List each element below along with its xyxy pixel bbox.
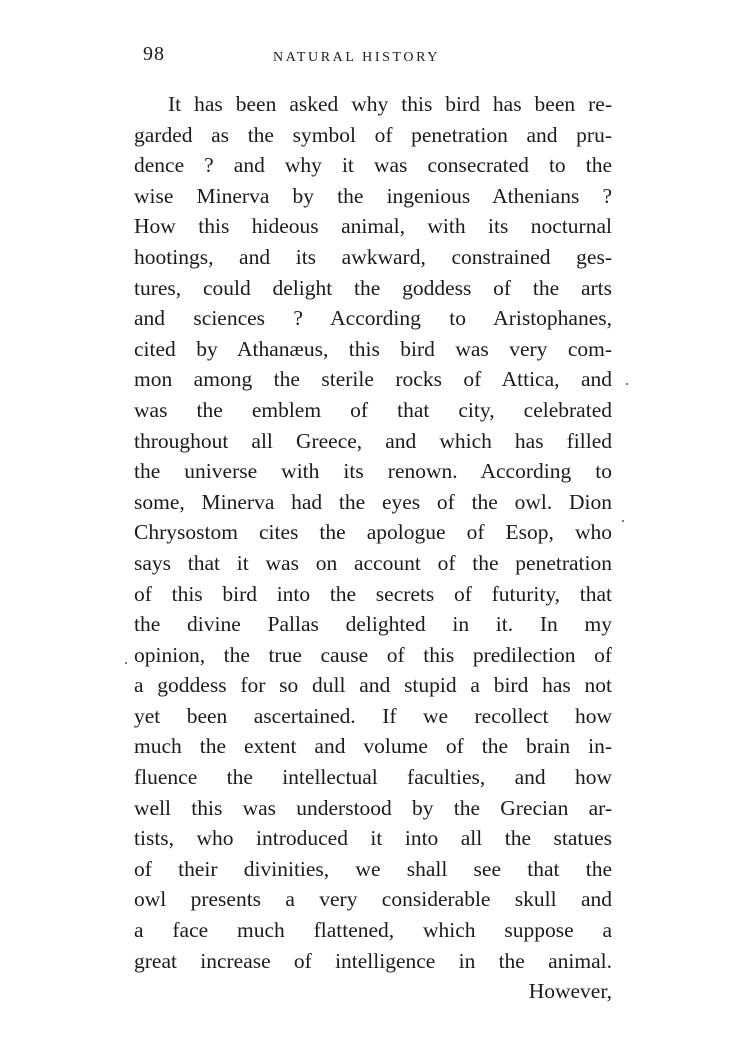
text-line: the divine Pallas delighted in it. In my	[134, 612, 612, 637]
text-line: dence ? and why it was consecrated to the	[134, 153, 612, 178]
text-line: yet been ascertained. If we recollect how	[134, 703, 612, 728]
text-line: a goddess for so dull and stupid a bird has not	[134, 673, 612, 698]
text-line: well this was understood by the Grecian ar-	[134, 795, 612, 820]
catchword: However,	[528, 979, 612, 1004]
text-line: some, Minerva had the eyes of the owl. Dion	[134, 489, 612, 514]
ink-speck	[626, 383, 628, 385]
text-line: much the extent and volume of the brain in-	[134, 734, 612, 759]
text-line: How this hideous animal, with its nocturnal	[134, 214, 612, 239]
text-line: a face much flattened, which suppose a	[134, 918, 612, 943]
text-line: the universe with its renown. According to	[134, 459, 612, 484]
text-line: tists, who introduced it into all the statues	[134, 826, 612, 851]
text-line: tures, could delight the goddess of the arts	[134, 275, 612, 300]
text-line: wise Minerva by the ingenious Athenians ?	[134, 183, 612, 208]
text-line: cited by Athanæus, this bird was very com-	[134, 336, 612, 361]
running-head: NATURAL HISTORY	[273, 50, 440, 65]
text-line: and sciences ? According to Aristophanes,	[134, 306, 612, 331]
text-line: of their divinities, we shall see that the	[134, 856, 612, 881]
body-text	[134, 89, 612, 1007]
text-line: opinion, the true cause of this predilection of	[134, 642, 612, 667]
text-line: great increase of intelligence in the animal.	[134, 948, 612, 973]
text-line: It has been asked why this bird has been re-	[168, 92, 612, 116]
text-line: was the emblem of that city, celebrated	[134, 397, 612, 422]
text-line: hootings, and its awkward, constrained ges-	[134, 244, 612, 269]
text-line: Chrysostom cites the apologue of Esop, who	[134, 520, 612, 545]
text-line: mon among the sterile rocks of Attica, and	[134, 367, 612, 392]
text-line: of this bird into the secrets of futurity, that	[134, 581, 612, 606]
text-line: throughout all Greece, and which has filled	[134, 428, 612, 453]
text-line: says that it was on account of the penetration	[134, 550, 612, 575]
text-line: owl presents a very considerable skull and	[134, 887, 612, 912]
text-line: garded as the symbol of penetration and pru-	[134, 122, 612, 147]
ink-speck	[125, 662, 127, 664]
page-number: 98	[143, 43, 165, 65]
ink-speck	[622, 520, 624, 522]
text-line: fluence the intellectual faculties, and how	[134, 765, 612, 790]
